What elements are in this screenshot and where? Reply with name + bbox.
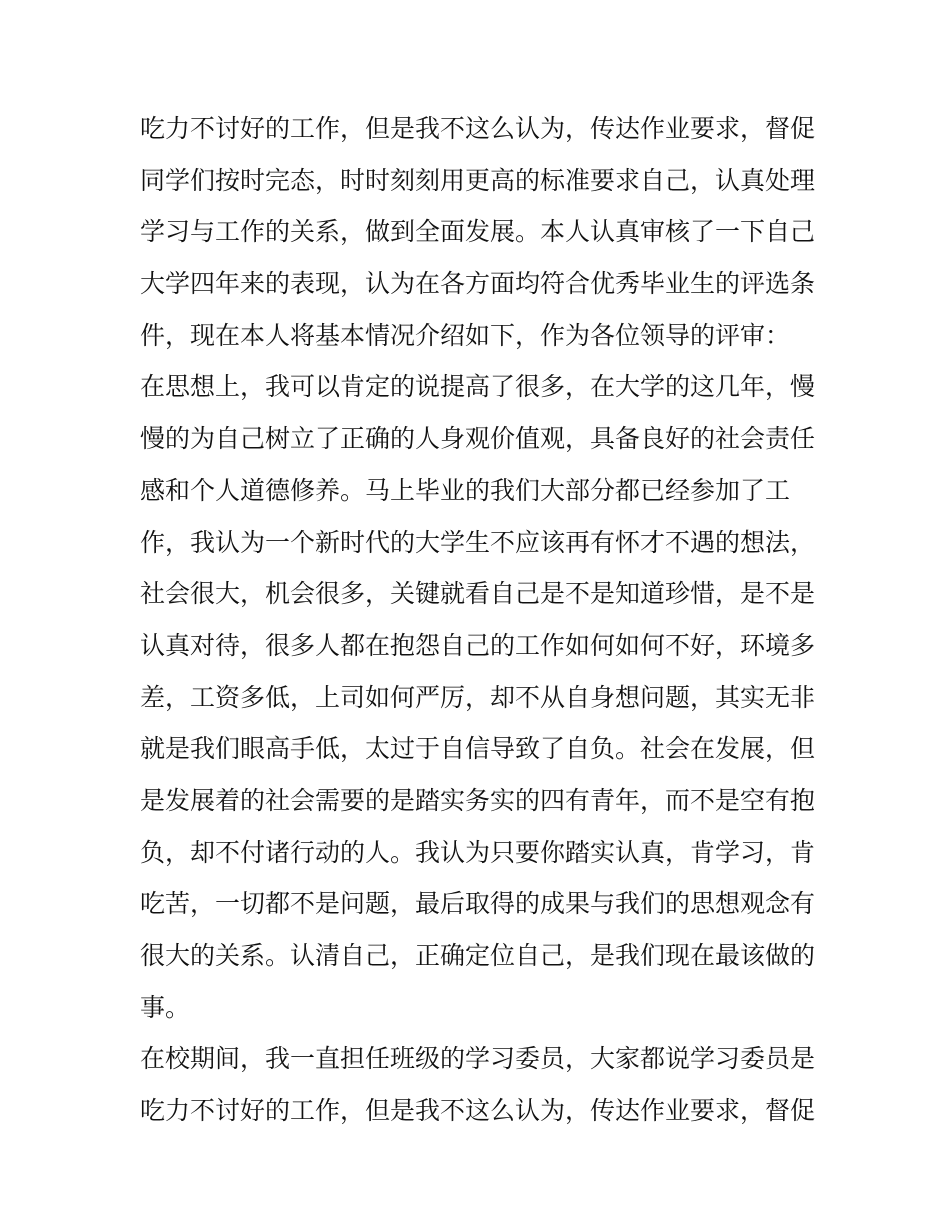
text-line: 吃力不讨好的工作，但是我不这么认为，传达作业要求，督促 — [140, 114, 816, 143]
text-line: 很大的关系。认清自己，正确定位自己，是我们现在最该做的 — [140, 941, 816, 970]
text-line: 负，却不付诸行动的人。我认为只要你踏实认真，肯学习，肯 — [140, 837, 816, 867]
text-line: 认真对待，很多人都在抱怨自己的工作如何如何不好，环境多 — [140, 630, 816, 660]
body-text — [140, 103, 820, 1137]
text-line: 吃力不讨好的工作，但是我不这么认为，传达作业要求，督促 — [140, 1096, 816, 1126]
text-line: 差，工资多低，上司如何严厉，却不从自身想问题，其实无非 — [140, 682, 816, 712]
text-line: 作，我认为一个新时代的大学生不应该再有怀才不遇的想法， — [140, 527, 816, 557]
text-line: 事。 — [140, 992, 191, 1022]
text-line: 同学们按时完态，时时刻刻用更高的标准要求自己，认真处理 — [140, 165, 816, 195]
text-line: 在校期间，我一直担任班级的学习委员，大家都说学习委员是 — [140, 1044, 816, 1074]
text-line: 在思想上，我可以肯定的说提高了很多，在大学的这几年，慢 — [140, 372, 816, 402]
text-line: 学习与工作的关系，做到全面发展。本人认真审核了一下自己 — [140, 217, 816, 247]
text-line: 感和个人道德修养。马上毕业的我们大部分都已经参加了工 — [140, 475, 791, 505]
text-line: 大学四年来的表现，认为在各方面均符合优秀毕业生的评选条 — [140, 269, 816, 299]
text-line: 慢的为自己树立了正确的人身观价值观，具备良好的社会责任 — [140, 424, 816, 454]
text-line: 件，现在本人将基本情况介绍如下，作为各位领导的评审： — [140, 320, 791, 350]
text-line: 是发展着的社会需要的是踏实务实的四有青年，而不是空有抱 — [140, 785, 816, 815]
text-line: 吃苦，一切都不是问题，最后取得的成果与我们的思想观念有 — [140, 889, 816, 919]
text-line: 就是我们眼高手低，太过于自信导致了自负。社会在发展，但 — [140, 734, 816, 764]
text-line: 社会很大，机会很多，关键就看自己是不是知道珍惜，是不是 — [140, 579, 816, 609]
